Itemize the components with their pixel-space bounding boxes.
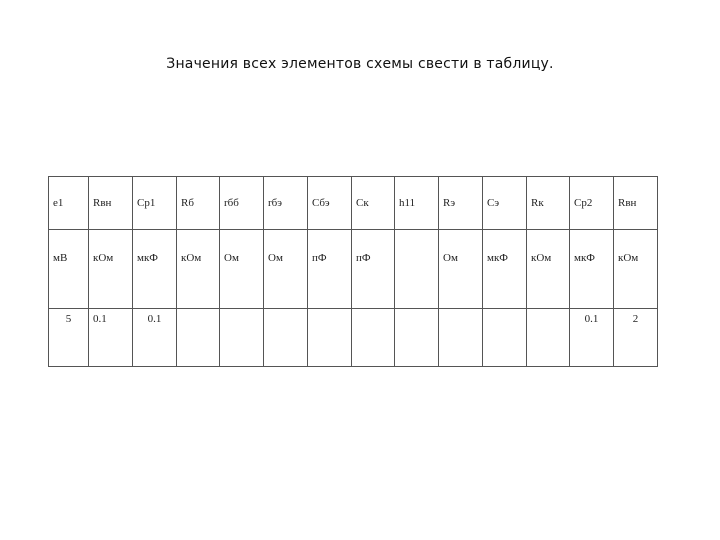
table-row-units: [49, 230, 658, 309]
table-cell: [527, 308, 570, 366]
table-cell: rбэ: [264, 177, 308, 230]
parameters-table: [48, 176, 658, 367]
table-cell: мкФ: [133, 230, 177, 309]
table-row-values: [49, 308, 658, 366]
table-row-symbols: [49, 177, 658, 230]
table-cell: 5: [49, 308, 89, 366]
table-cell: Rвн: [614, 177, 658, 230]
table-cell: кОм: [177, 230, 220, 309]
table-cell: [264, 308, 308, 366]
table-cell: [483, 308, 527, 366]
table-cell: пФ: [308, 230, 352, 309]
table-cell: Rвн: [89, 177, 133, 230]
table-cell: мкФ: [483, 230, 527, 309]
table-cell: Cбэ: [308, 177, 352, 230]
table-cell: пФ: [352, 230, 395, 309]
table-cell: кОм: [614, 230, 658, 309]
table-cell: [439, 308, 483, 366]
table-cell: e1: [49, 177, 89, 230]
table-cell: Cр1: [133, 177, 177, 230]
table-cell: h11: [395, 177, 439, 230]
table-cell: 0.1: [89, 308, 133, 366]
table-cell: [177, 308, 220, 366]
table-cell: Cк: [352, 177, 395, 230]
table-cell: Rб: [177, 177, 220, 230]
table-cell: Ом: [264, 230, 308, 309]
table-cell: мкФ: [570, 230, 614, 309]
table-cell: [308, 308, 352, 366]
table-cell: 2: [614, 308, 658, 366]
table-cell: [220, 308, 264, 366]
page-title: Значения всех элементов схемы свести в таблицу.: [166, 56, 554, 72]
table-cell: [352, 308, 395, 366]
table-cell: Cр2: [570, 177, 614, 230]
table-cell: [395, 230, 439, 309]
table-cell: кОм: [527, 230, 570, 309]
table-cell: rбб: [220, 177, 264, 230]
table-cell: Ом: [439, 230, 483, 309]
table-cell: 0.1: [133, 308, 177, 366]
table-cell: мВ: [49, 230, 89, 309]
table-cell: Rк: [527, 177, 570, 230]
table-cell: Rэ: [439, 177, 483, 230]
table-cell: Ом: [220, 230, 264, 309]
table-cell: [395, 308, 439, 366]
table-cell: 0.1: [570, 308, 614, 366]
table-cell: кОм: [89, 230, 133, 309]
table-cell: Cэ: [483, 177, 527, 230]
